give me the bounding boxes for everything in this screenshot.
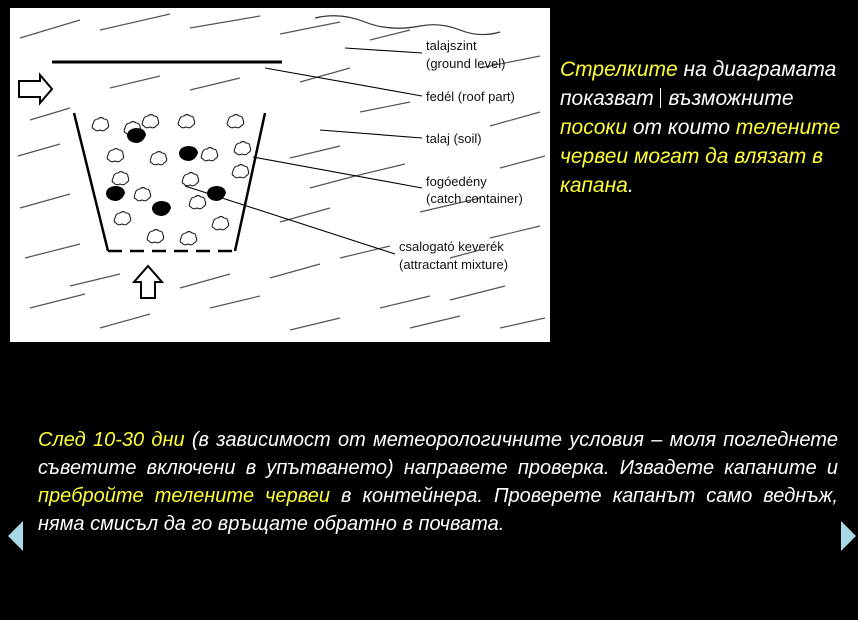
hatch-stroke bbox=[30, 294, 85, 308]
label-mixture-hu: csalogató keverék bbox=[399, 239, 504, 254]
granule bbox=[212, 217, 228, 230]
granule bbox=[92, 118, 108, 131]
granule bbox=[182, 173, 198, 186]
hatch-stroke bbox=[380, 296, 430, 308]
granule bbox=[134, 188, 150, 201]
previous-slide-arrow-icon[interactable] bbox=[8, 521, 23, 551]
label-ground-level-en: (ground level) bbox=[426, 56, 506, 71]
hatch-stroke bbox=[300, 68, 350, 82]
granule bbox=[142, 115, 158, 128]
granule bbox=[150, 152, 166, 165]
bait-blob bbox=[127, 128, 146, 143]
hatch-stroke bbox=[190, 78, 240, 90]
hatch-stroke bbox=[100, 314, 150, 328]
container-right-wall bbox=[235, 113, 265, 251]
granule bbox=[112, 172, 128, 185]
side-text-highlight-arrows: Стрелките bbox=[560, 58, 678, 81]
hatch-stroke bbox=[370, 30, 410, 40]
bait-blob bbox=[179, 146, 198, 161]
granule bbox=[227, 115, 243, 128]
hatch-stroke bbox=[280, 22, 340, 34]
side-text-period: . bbox=[627, 174, 634, 197]
side-description bbox=[560, 55, 850, 200]
bottom-entry-arrow-icon bbox=[134, 266, 162, 298]
hatch-stroke bbox=[340, 246, 390, 258]
hatch-stroke bbox=[18, 144, 60, 156]
granule bbox=[234, 142, 250, 155]
hatch-stroke bbox=[270, 264, 320, 278]
hatch-stroke bbox=[310, 176, 355, 188]
hatch-stroke bbox=[355, 164, 405, 176]
side-text-plain-2: възможните bbox=[662, 87, 794, 110]
label-soil: talaj (soil) bbox=[426, 131, 482, 146]
side-entry-arrow-icon bbox=[19, 75, 52, 103]
hatch-stroke bbox=[20, 20, 80, 38]
granule bbox=[180, 232, 196, 245]
side-text-highlight-directions: посоки bbox=[560, 116, 628, 139]
bait-blob bbox=[152, 201, 171, 216]
attractant-granules bbox=[92, 115, 250, 245]
hatch-stroke bbox=[100, 14, 170, 30]
hatch-stroke bbox=[500, 318, 545, 328]
hatch-stroke bbox=[280, 208, 330, 222]
label-container-en: (catch container) bbox=[426, 191, 523, 206]
granule bbox=[107, 149, 123, 162]
instructions-highlight-count: пребройте телените червеи bbox=[38, 485, 331, 507]
trap-diagram-svg bbox=[10, 8, 550, 342]
granule bbox=[147, 230, 163, 243]
hatch-stroke bbox=[490, 226, 540, 238]
next-slide-arrow-icon[interactable] bbox=[841, 521, 856, 551]
wireworm-bait-blobs bbox=[106, 128, 226, 216]
hatch-stroke bbox=[30, 108, 70, 120]
instructions-highlight-days: След 10-30 дни bbox=[38, 429, 185, 451]
trap-diagram bbox=[10, 8, 550, 342]
granule bbox=[201, 148, 217, 161]
instructions-plain-2: в контейнера. Проверете капанът само веднъж, няма смисъл да го връщате обратно в почвата. bbox=[38, 485, 838, 535]
hatch-stroke bbox=[360, 102, 410, 112]
granule bbox=[232, 165, 248, 178]
hatch-stroke bbox=[210, 296, 260, 308]
instructions-plain-1: (в зависимост от метеорологичните условия – моля погледнете съветите включени в упътването) направете проверка. Извадете капаните и bbox=[38, 429, 838, 479]
hatch-stroke bbox=[490, 112, 540, 126]
hatch-stroke bbox=[20, 194, 70, 208]
side-text-plain-3: от които bbox=[627, 116, 736, 139]
granule bbox=[114, 212, 130, 225]
hatch-stroke bbox=[110, 76, 160, 88]
hatch-stroke bbox=[190, 16, 260, 28]
side-text-plain-1: на диаграмата показват bbox=[560, 58, 837, 110]
hatch-stroke bbox=[410, 316, 460, 328]
hatch-stroke bbox=[450, 286, 505, 300]
ground-surface-line bbox=[315, 16, 500, 35]
granule bbox=[189, 196, 205, 209]
hatch-stroke bbox=[500, 156, 545, 168]
side-text-highlight-enter: могат да влязат в капана bbox=[560, 145, 824, 197]
bait-blob bbox=[106, 186, 125, 201]
label-mixture-en: (attractant mixture) bbox=[399, 257, 509, 272]
hatch-stroke bbox=[290, 146, 340, 158]
container-left-wall bbox=[74, 113, 108, 251]
hatch-stroke bbox=[25, 244, 80, 258]
hatch-stroke bbox=[180, 274, 230, 288]
label-roof-part: fedél (roof part) bbox=[426, 89, 515, 104]
granule bbox=[178, 115, 194, 128]
hatch-stroke bbox=[70, 274, 120, 286]
side-text-highlight-wireworms: телените червеи bbox=[560, 116, 841, 168]
instructions-paragraph bbox=[38, 426, 838, 538]
label-ground-level-hu: talajszint bbox=[426, 38, 477, 53]
label-container-hu: fogóedény bbox=[426, 174, 487, 189]
hatch-stroke bbox=[290, 318, 340, 330]
